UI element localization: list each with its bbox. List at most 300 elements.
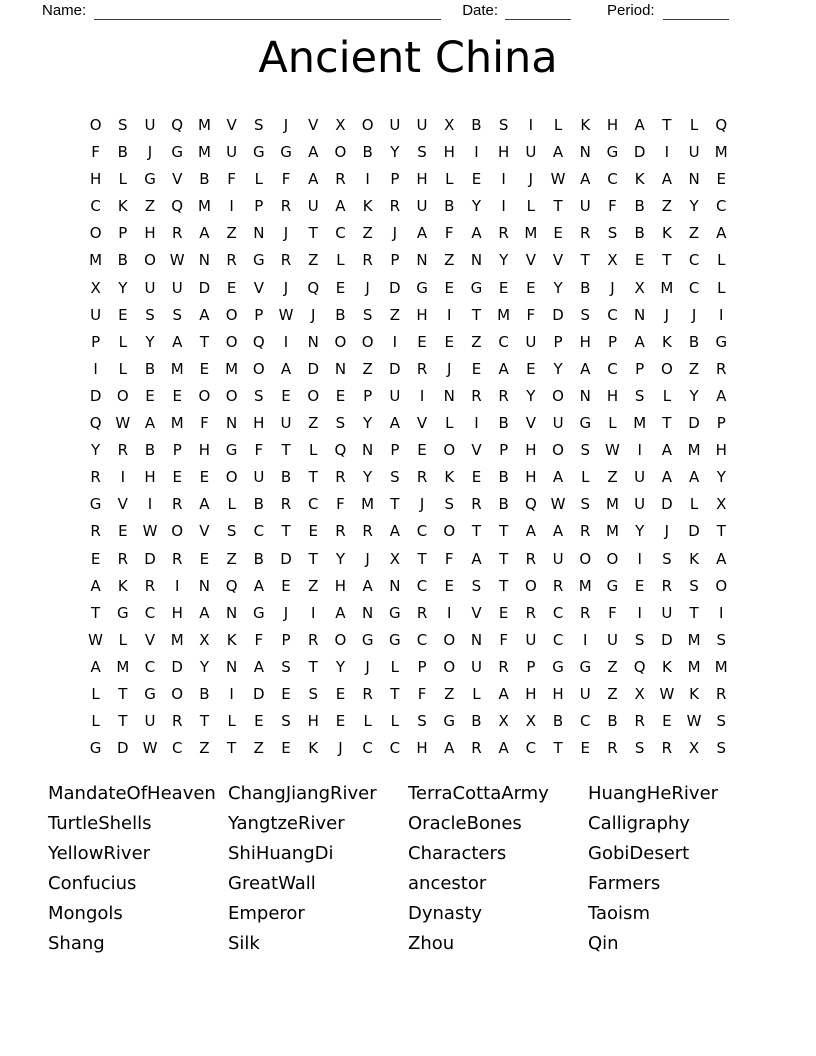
grid-letter: H xyxy=(144,468,156,487)
grid-letter: E xyxy=(444,278,454,297)
grid-letter: Z xyxy=(308,414,319,433)
grid-letter: B xyxy=(634,197,645,216)
grid-letter: N xyxy=(226,603,238,622)
grid-letter: L xyxy=(717,278,726,297)
grid-letter: A xyxy=(634,332,645,351)
grid-letter: D xyxy=(144,549,156,568)
grid-letter: J xyxy=(691,305,697,324)
grid-letter: A xyxy=(661,441,672,460)
grid-letter: D xyxy=(117,739,129,758)
grid-letter: W xyxy=(115,414,131,433)
grid-letter: O xyxy=(252,359,265,378)
grid-letter: R xyxy=(280,251,292,270)
grid-letter: M xyxy=(578,576,592,595)
grid-letter: R xyxy=(226,251,237,270)
grid-letter: B xyxy=(498,495,509,514)
grid-letter: R xyxy=(117,549,129,568)
grid-letter: T xyxy=(91,603,101,622)
grid-letter: H xyxy=(307,712,319,731)
grid-letter: C xyxy=(362,739,373,758)
grid-letter: I xyxy=(528,116,534,134)
grid-letter: S xyxy=(471,576,482,595)
grid-letter: R xyxy=(90,468,101,487)
grid-letter: L xyxy=(254,170,263,189)
grid-letter: E xyxy=(471,359,482,378)
grid-letter: L xyxy=(118,332,127,351)
grid-letter: U xyxy=(416,197,428,216)
grid-letter: R xyxy=(280,495,292,514)
grid-letter: E xyxy=(498,603,509,622)
grid-letter: R xyxy=(580,522,591,541)
grid-letter: S xyxy=(716,739,727,758)
grid-letter: M xyxy=(361,495,375,514)
grid-letter: H xyxy=(198,441,211,460)
grid-letter: C xyxy=(580,712,591,731)
grid-letter: Y xyxy=(716,468,726,487)
grid-letter: S xyxy=(172,305,182,324)
grid-letter: R xyxy=(580,224,591,243)
word-list-item: YangtzeRiver xyxy=(228,812,345,834)
grid-letter: M xyxy=(687,630,701,649)
grid-row xyxy=(82,356,735,383)
grid-letter: S xyxy=(580,441,591,460)
grid-letter: U xyxy=(579,684,591,703)
grid-letter: A xyxy=(471,224,482,243)
grid-letter: H xyxy=(443,143,455,162)
grid-letter: I xyxy=(392,332,398,351)
grid-letter: J xyxy=(338,739,343,758)
grid-letter: R xyxy=(552,576,564,595)
grid-letter: Y xyxy=(390,143,400,162)
grid-letter: R xyxy=(416,603,428,622)
grid-letter: H xyxy=(253,414,265,433)
word-list-item: Farmers xyxy=(588,872,661,894)
grid-letter: M xyxy=(89,251,103,270)
grid-letter: P xyxy=(281,630,291,649)
grid-letter: E xyxy=(444,576,454,595)
grid-letter: V xyxy=(416,414,428,433)
grid-letter: T xyxy=(308,549,318,568)
grid-letter: X xyxy=(716,495,727,514)
grid-letter: X xyxy=(688,739,700,758)
grid-letter: X xyxy=(389,549,400,568)
grid-letter: Z xyxy=(444,251,455,270)
grid-letter: S xyxy=(634,386,645,405)
grid-letter: J xyxy=(283,603,289,622)
grid-letter: R xyxy=(498,224,509,243)
grid-letter: R xyxy=(335,170,346,189)
grid-letter: F xyxy=(444,549,454,568)
grid-letter: N xyxy=(362,441,374,460)
grid-letter: J xyxy=(664,305,670,324)
grid-letter: S xyxy=(362,305,373,324)
grid-letter: E xyxy=(281,386,291,405)
grid-letter: S xyxy=(118,116,128,134)
grid-letter: C xyxy=(253,522,265,541)
grid-letter: S xyxy=(417,712,427,731)
grid-row xyxy=(82,491,735,518)
grid-letter: Y xyxy=(363,414,373,433)
grid-letter: S xyxy=(281,712,291,731)
grid-letter: D xyxy=(389,278,401,297)
grid-letter: T xyxy=(308,468,318,487)
grid-row xyxy=(82,275,735,302)
grid-letter: T xyxy=(662,414,672,433)
grid-letter: T xyxy=(499,549,509,568)
grid-letter: I xyxy=(501,170,506,189)
grid-letter: Y xyxy=(335,549,346,568)
grid-letter: A xyxy=(444,739,455,758)
grid-letter: U xyxy=(90,305,102,324)
grid-letter: U xyxy=(661,603,673,622)
grid-letter: B xyxy=(688,332,700,351)
grid-letter: B xyxy=(498,414,509,433)
grid-letter: L xyxy=(227,712,236,731)
grid-letter: J xyxy=(283,224,289,243)
grid-letter: C xyxy=(307,495,319,514)
date-blank-line xyxy=(505,4,571,20)
grid-letter: L xyxy=(689,116,699,134)
grid-letter: J xyxy=(392,224,398,243)
grid-letter: G xyxy=(416,278,428,297)
grid-row xyxy=(82,708,735,735)
grid-letter: D xyxy=(280,549,292,568)
word-list-item: HuangHeRiver xyxy=(588,783,719,804)
grid-letter: E xyxy=(716,170,727,189)
grid-letter: H xyxy=(416,170,428,189)
grid-letter: Y xyxy=(335,657,346,676)
grid-letter: Q xyxy=(334,441,347,460)
grid-letter: R xyxy=(335,468,346,487)
grid-letter: R xyxy=(308,630,319,649)
grid-letter: I xyxy=(719,305,724,324)
grid-letter: B xyxy=(471,712,482,731)
grid-letter: F xyxy=(608,197,617,216)
grid-letter: E xyxy=(226,278,237,297)
grid-letter: Z xyxy=(308,576,319,595)
grid-letter: I xyxy=(93,359,98,378)
grid-letter: S xyxy=(716,630,727,649)
grid-letter: Y xyxy=(363,468,373,487)
grid-letter: L xyxy=(118,630,127,649)
grid-letter: N xyxy=(389,576,401,595)
grid-letter: C xyxy=(144,603,156,622)
grid-letter: A xyxy=(716,224,727,243)
grid-letter: E xyxy=(662,712,672,731)
grid-letter: T xyxy=(118,684,128,703)
grid-letter: H xyxy=(579,332,591,351)
grid-letter: N xyxy=(253,224,265,243)
grid-letter: U xyxy=(144,712,156,731)
grid-letter: O xyxy=(443,522,456,541)
grid-letter: A xyxy=(308,143,319,162)
grid-letter: W xyxy=(88,630,104,649)
grid-letter: M xyxy=(605,522,619,541)
grid-letter: W xyxy=(659,684,675,703)
grid-letter: E xyxy=(498,278,509,297)
grid-letter: N xyxy=(579,143,591,162)
grid-letter: N xyxy=(334,359,347,378)
grid-letter: V xyxy=(144,630,156,649)
grid-letter: O xyxy=(606,549,619,568)
grid-letter: O xyxy=(443,657,456,676)
word-list-item: Zhou xyxy=(408,932,455,954)
grid-letter: E xyxy=(335,386,346,405)
grid-letter: I xyxy=(447,603,452,622)
grid-letter: Z xyxy=(688,224,700,243)
grid-letter: R xyxy=(171,712,183,731)
grid-letter: L xyxy=(227,495,236,514)
grid-letter: O xyxy=(524,576,537,595)
grid-letter: I xyxy=(174,576,180,595)
grid-letter: D xyxy=(688,522,700,541)
grid-letter: A xyxy=(335,603,346,622)
grid-letter: L xyxy=(390,712,400,731)
grid-letter: T xyxy=(662,251,672,270)
grid-letter: L xyxy=(91,684,100,703)
grid-row xyxy=(82,464,735,491)
grid-letter: Z xyxy=(253,739,264,758)
grid-letter: V xyxy=(471,441,482,460)
grid-letter: S xyxy=(662,549,672,568)
grid-letter: R xyxy=(716,684,727,703)
grid-letter: J xyxy=(365,657,370,676)
grid-letter: A xyxy=(335,197,346,216)
grid-letter: S xyxy=(254,116,264,134)
grid-letter: V xyxy=(226,116,237,134)
grid-letter: L xyxy=(445,414,454,433)
grid-letter: R xyxy=(389,197,401,216)
grid-letter: E xyxy=(634,576,645,595)
word-list-item: Taoism xyxy=(588,902,650,924)
grid-letter: N xyxy=(362,603,374,622)
grid-letter: E xyxy=(553,224,563,243)
grid-letter: J xyxy=(283,116,289,134)
grid-letter: R xyxy=(171,495,183,514)
grid-letter: E xyxy=(580,739,590,758)
grid-letter: G xyxy=(89,495,102,514)
grid-letter: N xyxy=(198,251,211,270)
grid-letter: Z xyxy=(308,251,319,270)
word-list-item: Confucius xyxy=(48,872,137,894)
grid-letter: Z xyxy=(661,197,672,216)
grid-letter: S xyxy=(417,143,427,162)
grid-letter: S xyxy=(634,630,645,649)
grid-letter: R xyxy=(335,522,346,541)
grid-letter: Z xyxy=(199,739,210,758)
grid-letter: B xyxy=(335,305,346,324)
grid-letter: L xyxy=(472,684,481,703)
grid-letter: L xyxy=(689,495,699,514)
grid-letter: H xyxy=(144,224,156,243)
grid-letter: L xyxy=(390,657,400,676)
grid-letter: H xyxy=(552,684,564,703)
grid-letter: M xyxy=(116,657,130,676)
grid-row xyxy=(82,139,735,166)
grid-letter: C xyxy=(552,603,564,622)
grid-letter: G xyxy=(171,143,184,162)
grid-row xyxy=(82,220,735,247)
grid-letter: A xyxy=(580,170,591,189)
grid-letter: O xyxy=(361,332,374,351)
grid-letter: X xyxy=(525,712,536,731)
grid-letter: I xyxy=(637,603,642,622)
grid-row xyxy=(82,627,735,654)
grid-letter: M xyxy=(170,359,184,378)
grid-letter: N xyxy=(226,414,238,433)
grid-letter: T xyxy=(553,197,563,216)
word-list-item: GreatWall xyxy=(228,872,316,894)
grid-letter: O xyxy=(443,441,456,460)
grid-letter: H xyxy=(89,170,102,189)
grid-letter: J xyxy=(311,305,316,324)
grid-letter: M xyxy=(714,143,728,162)
grid-letter: X xyxy=(634,684,645,703)
word-list-item: Characters xyxy=(408,842,507,864)
grid-letter: P xyxy=(172,441,182,460)
grid-letter: G xyxy=(253,251,265,270)
grid-letter: C xyxy=(552,630,564,649)
grid-letter: Y xyxy=(145,332,155,351)
grid-letter: R xyxy=(661,576,673,595)
grid-letter: Y xyxy=(526,386,536,405)
word-list-item: Mongols xyxy=(48,902,123,924)
grid-letter: A xyxy=(308,170,319,189)
grid-letter: Q xyxy=(225,576,238,595)
grid-letter: M xyxy=(497,305,511,324)
grid-letter: A xyxy=(253,657,264,676)
grid-letter: B xyxy=(362,143,373,162)
grid-letter: E xyxy=(335,712,346,731)
grid-letter: B xyxy=(144,359,156,378)
grid-letter: U xyxy=(389,116,401,134)
grid-letter: W xyxy=(686,712,702,731)
grid-letter: A xyxy=(199,495,210,514)
grid-letter: L xyxy=(363,712,372,731)
grid-letter: Z xyxy=(471,332,482,351)
grid-letter: L xyxy=(118,170,127,189)
grid-letter: H xyxy=(525,441,537,460)
grid-letter: U xyxy=(253,468,265,487)
grid-letter: B xyxy=(498,468,509,487)
grid-letter: G xyxy=(253,603,265,622)
grid-letter: U xyxy=(226,143,238,162)
grid-letter: I xyxy=(311,603,316,622)
grid-letter: U xyxy=(525,332,537,351)
grid-letter: N xyxy=(634,305,646,324)
grid-letter: C xyxy=(335,224,346,243)
grid-letter: C xyxy=(688,278,700,297)
grid-letter: A xyxy=(580,359,591,378)
grid-letter: A xyxy=(716,549,727,568)
grid-letter: O xyxy=(225,386,238,405)
grid-letter: R xyxy=(117,441,129,460)
grid-letter: S xyxy=(145,305,155,324)
grid-letter: O xyxy=(579,549,592,568)
grid-letter: U xyxy=(552,414,564,433)
grid-letter: X xyxy=(634,278,645,297)
grid-letter: U xyxy=(688,143,700,162)
word-list-item: ChangJiangRiver xyxy=(228,783,377,804)
grid-letter: H xyxy=(334,576,347,595)
grid-letter: D xyxy=(389,359,401,378)
grid-letter: P xyxy=(716,414,726,433)
grid-letter: C xyxy=(171,739,183,758)
grid-letter: E xyxy=(335,278,346,297)
grid-row xyxy=(82,518,735,545)
grid-letter: B xyxy=(253,495,264,514)
grid-letter: P xyxy=(254,305,264,324)
grid-letter: T xyxy=(199,712,209,731)
grid-letter: R xyxy=(607,739,618,758)
grid-letter: A xyxy=(144,414,156,433)
grid-letter: E xyxy=(145,386,155,405)
grid-letter: K xyxy=(661,224,672,243)
grid-row xyxy=(82,247,735,274)
grid-letter: D xyxy=(253,684,265,703)
grid-letter: T xyxy=(471,305,482,324)
grid-letter: M xyxy=(687,441,701,460)
grid-letter: T xyxy=(689,603,699,622)
grid-letter: S xyxy=(281,657,291,676)
grid-row xyxy=(82,193,735,220)
grid-letter: G xyxy=(552,657,564,676)
grid-letter: O xyxy=(89,224,102,243)
grid-letter: Y xyxy=(118,278,128,297)
grid-letter: D xyxy=(633,143,646,162)
grid-letter: K xyxy=(661,332,672,351)
grid-letter: P xyxy=(91,332,101,351)
grid-letter: F xyxy=(499,630,508,649)
word-list xyxy=(48,779,718,958)
grid-letter: J xyxy=(528,170,534,189)
grid-letter: T xyxy=(281,522,291,541)
grid-letter: K xyxy=(689,684,699,703)
grid-letter: G xyxy=(579,657,592,676)
grid-letter: S xyxy=(335,414,346,433)
grid-letter: M xyxy=(225,359,239,378)
grid-letter: T xyxy=(499,576,509,595)
grid-letter: O xyxy=(171,684,184,703)
grid-letter: G xyxy=(89,739,102,758)
grid-letter: B xyxy=(199,684,210,703)
grid-letter: W xyxy=(142,739,158,758)
grid-letter: E xyxy=(308,522,318,541)
grid-letter: O xyxy=(144,251,156,270)
grid-letter: T xyxy=(199,332,209,351)
word-list-column xyxy=(48,779,228,958)
grid-letter: Y xyxy=(635,522,645,541)
grid-letter: H xyxy=(715,441,727,460)
grid-letter: F xyxy=(91,143,100,162)
grid-letter: E xyxy=(281,739,291,758)
grid-letter: R xyxy=(525,603,537,622)
grid-letter: P xyxy=(635,359,645,378)
grid-letter: S xyxy=(498,116,509,134)
grid-letter: I xyxy=(583,630,588,649)
grid-letter: U xyxy=(144,278,156,297)
grid-letter: M xyxy=(605,495,619,514)
grid-letter: V xyxy=(552,251,564,270)
grid-letter: T xyxy=(118,712,128,731)
grid-letter: L xyxy=(662,386,672,405)
grid-letter: P xyxy=(417,657,427,676)
grid-letter: T xyxy=(390,684,400,703)
grid-letter: J xyxy=(365,549,370,568)
grid-letter: I xyxy=(474,143,479,162)
grid-letter: K xyxy=(634,170,645,189)
grid-letter: H xyxy=(525,684,537,703)
